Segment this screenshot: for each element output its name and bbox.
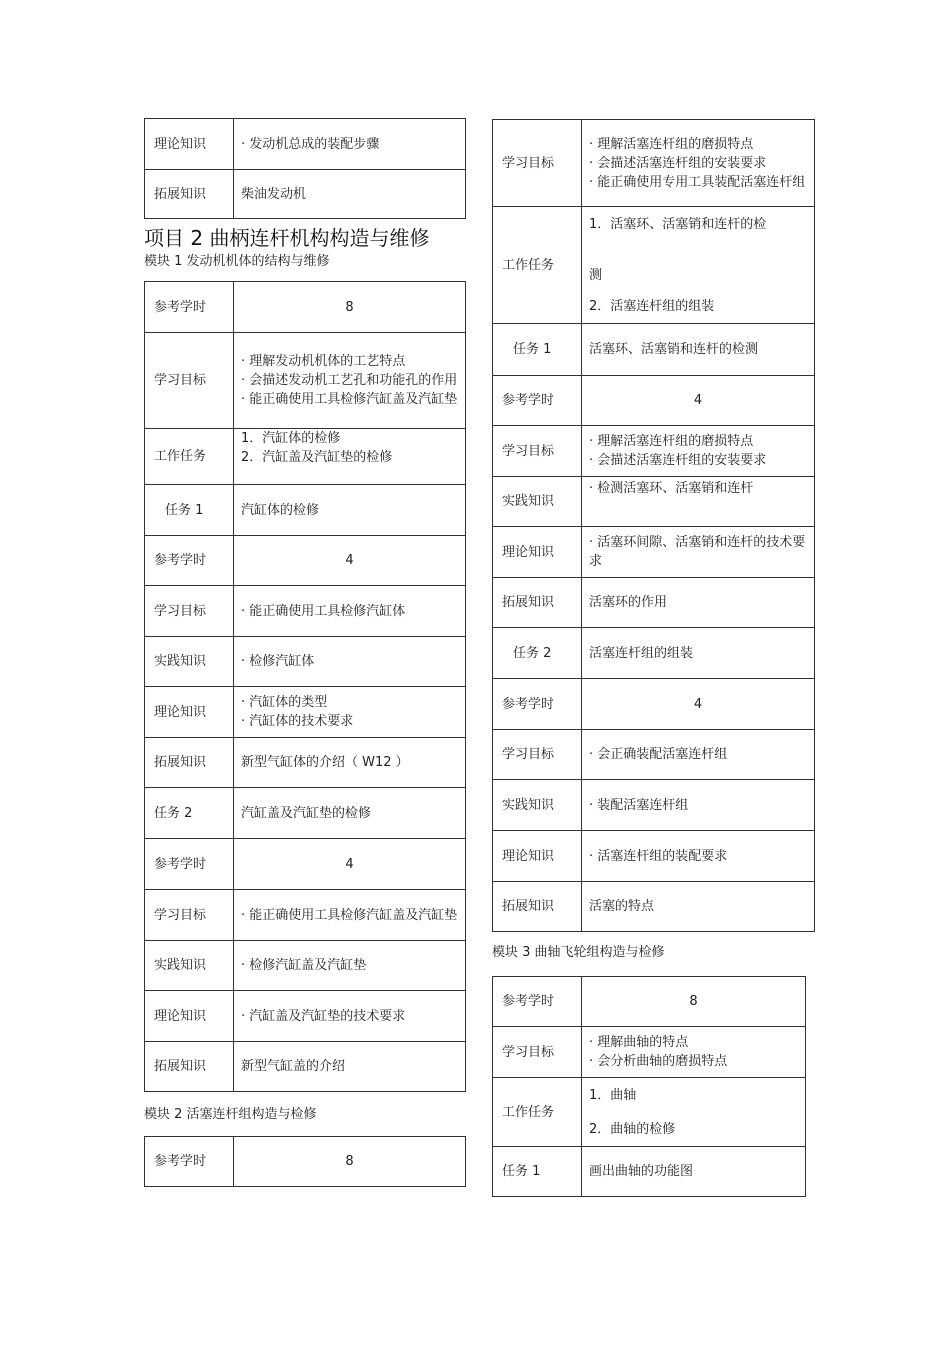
list-item: · 能正确使用专用工具装配活塞连杆组 — [589, 174, 806, 190]
row-value: 新型气缸体的介绍（ W12 ） — [234, 738, 466, 788]
row-value — [582, 426, 815, 477]
list-item: 2．活塞连杆组的组装 — [589, 298, 715, 314]
row-label: 实践知识 — [145, 941, 234, 991]
row-label: 学习目标 — [493, 120, 582, 207]
table-row — [493, 376, 815, 426]
table-row — [145, 738, 466, 788]
row-value: 活塞环、活塞销和连杆的检测 — [582, 324, 815, 376]
list-item: 2．汽缸盖及汽缸垫的检修 — [241, 450, 393, 465]
module1-table — [144, 281, 466, 1092]
row-label: 学习目标 — [493, 730, 582, 780]
table-row — [145, 586, 466, 637]
row-label: 参考学时 — [145, 282, 234, 333]
table-row — [145, 429, 466, 485]
table-row — [493, 977, 806, 1027]
row-value — [234, 429, 466, 485]
row-value: · 会正确装配活塞连杆组 — [582, 730, 815, 780]
row-value: 8 — [234, 282, 466, 333]
row-label: 理论知识 — [493, 527, 582, 578]
row-value — [582, 1027, 806, 1078]
row-value — [234, 687, 466, 738]
row-value: 活塞的特点 — [582, 882, 815, 932]
row-value: 新型气缸盖的介绍 — [234, 1042, 466, 1092]
table-row — [145, 282, 466, 333]
list-item: 测 — [589, 267, 603, 283]
list-item: 1．曲轴 — [589, 1087, 637, 1103]
table-row — [145, 687, 466, 738]
table-row — [493, 324, 815, 376]
row-value: · 检修汽缸体 — [234, 637, 466, 687]
table-row — [145, 839, 466, 890]
row-label: 学习目标 — [145, 586, 234, 637]
list-item: 1．汽缸体的检修 — [241, 431, 341, 446]
table-row — [145, 941, 466, 991]
row-label: 实践知识 — [493, 780, 582, 831]
row-value: 4 — [582, 376, 815, 426]
module-title: 模块 2 活塞连杆组构造与检修 — [144, 1107, 317, 1122]
row-label: 参考学时 — [493, 376, 582, 426]
table-row — [493, 628, 815, 679]
table-row — [145, 119, 466, 170]
table-row — [493, 578, 815, 628]
row-label: 任务 1 — [493, 1147, 582, 1197]
row-label: 拓展知识 — [145, 738, 234, 788]
table-row — [493, 679, 815, 730]
list-item: · 会描述发动机工艺孔和功能孔的作用 — [241, 373, 458, 388]
row-value: 汽缸盖及汽缸垫的检修 — [234, 788, 466, 839]
row-label: 拓展知识 — [145, 170, 234, 219]
row-value: · 装配活塞连杆组 — [582, 780, 815, 831]
table-row — [145, 1137, 466, 1187]
module-title: 模块 1 发动机机体的结构与维修 — [144, 254, 330, 269]
row-value: 4 — [234, 536, 466, 586]
row-value: 8 — [234, 1137, 466, 1187]
row-label: 工作任务 — [145, 429, 234, 485]
list-item: · 理解活塞连杆组的磨损特点 — [589, 434, 754, 449]
row-value: · 汽缸盖及汽缸垫的技术要求 — [234, 991, 466, 1042]
row-value: · 检修汽缸盖及汽缸垫 — [234, 941, 466, 991]
table-row — [145, 788, 466, 839]
row-label: 拓展知识 — [493, 578, 582, 628]
table-row — [493, 120, 815, 207]
table-row — [145, 991, 466, 1042]
row-label: 任务 1 — [145, 485, 234, 536]
list-item: 2．曲轴的检修 — [589, 1121, 676, 1137]
table-row — [493, 780, 815, 831]
row-value: · 活塞连杆组的装配要求 — [582, 831, 815, 882]
table-row — [493, 426, 815, 477]
list-item: · 理解发动机机体的工艺特点 — [241, 354, 406, 369]
row-value: · 发动机总成的装配步骤 — [234, 119, 466, 170]
list-item: · 会描述活塞连杆组的安装要求 — [589, 155, 767, 171]
list-item: · 汽缸体的技术要求 — [241, 714, 354, 729]
table-row — [493, 730, 815, 780]
list-item: · 会分析曲轴的磨损特点 — [589, 1054, 728, 1069]
list-item: · 理解活塞连杆组的磨损特点 — [589, 136, 754, 152]
row-value — [582, 207, 815, 324]
row-label: 参考学时 — [145, 839, 234, 890]
row-label: 任务 2 — [145, 788, 234, 839]
project-title: 项目 2 曲柄连杆机构构造与维修 — [144, 226, 430, 250]
row-label: 学习目标 — [145, 333, 234, 429]
row-value: 柴油发动机 — [234, 170, 466, 219]
row-value: 活塞环的作用 — [582, 578, 815, 628]
row-value: 4 — [234, 839, 466, 890]
table-row — [145, 333, 466, 429]
list-item: · 会描述活塞连杆组的安装要求 — [589, 453, 767, 468]
module3-table — [492, 976, 806, 1197]
row-label: 理论知识 — [145, 687, 234, 738]
row-label: 实践知识 — [493, 477, 582, 527]
row-label: 学习目标 — [145, 890, 234, 941]
list-item: · 能正确使用工具检修汽缸盖及汽缸垫 — [241, 392, 458, 407]
table-row — [493, 831, 815, 882]
row-label: 任务 2 — [493, 628, 582, 679]
list-item: · 理解曲轴的特点 — [589, 1035, 689, 1050]
row-label: 理论知识 — [145, 991, 234, 1042]
row-label: 参考学时 — [493, 977, 582, 1027]
row-label: 参考学时 — [145, 1137, 234, 1187]
row-label: 实践知识 — [145, 637, 234, 687]
row-label: 任务 1 — [493, 324, 582, 376]
table-row — [493, 477, 815, 527]
row-label: 理论知识 — [493, 831, 582, 882]
table-row — [145, 637, 466, 687]
table-row — [145, 890, 466, 941]
right-column — [492, 119, 815, 1197]
module2-table — [144, 1136, 466, 1187]
row-label: 参考学时 — [493, 679, 582, 730]
table-row — [145, 170, 466, 219]
list-item: 1．活塞环、活塞销和连杆的检 — [589, 216, 767, 232]
table-row — [493, 207, 815, 324]
row-value: 活塞连杆组的组装 — [582, 628, 815, 679]
table-row — [145, 536, 466, 586]
table-row — [145, 1042, 466, 1092]
row-label: 拓展知识 — [493, 882, 582, 932]
row-label: 工作任务 — [493, 207, 582, 324]
row-label: 学习目标 — [493, 426, 582, 477]
row-label: 参考学时 — [145, 536, 234, 586]
table-row — [493, 1027, 806, 1078]
row-value — [582, 120, 815, 207]
row-value: 8 — [582, 977, 806, 1027]
row-value: · 活塞环间隙、活塞销和连杆的技术要求 — [582, 527, 815, 578]
row-value — [234, 333, 466, 429]
row-value: · 检测活塞环、活塞销和连杆 — [582, 477, 815, 527]
module2-continued-table — [492, 119, 815, 932]
table-row — [493, 1078, 806, 1147]
row-value: 汽缸体的检修 — [234, 485, 466, 536]
module-title: 模块 3 曲轴飞轮组构造与检修 — [492, 945, 665, 960]
left-column — [144, 118, 466, 1187]
row-label: 拓展知识 — [145, 1042, 234, 1092]
top-table — [144, 118, 466, 219]
row-value: · 能正确使用工具检修汽缸体 — [234, 586, 466, 637]
row-value — [582, 1078, 806, 1147]
table-row — [493, 527, 815, 578]
row-value: 4 — [582, 679, 815, 730]
row-label: 理论知识 — [145, 119, 234, 170]
row-value: · 能正确使用工具检修汽缸盖及汽缸垫 — [234, 890, 466, 941]
row-label: 学习目标 — [493, 1027, 582, 1078]
row-value: 画出曲轴的功能图 — [582, 1147, 806, 1197]
table-row — [493, 882, 815, 932]
table-row — [145, 485, 466, 536]
row-label: 工作任务 — [493, 1078, 582, 1147]
table-row — [493, 1147, 806, 1197]
list-item: · 汽缸体的类型 — [241, 695, 328, 710]
